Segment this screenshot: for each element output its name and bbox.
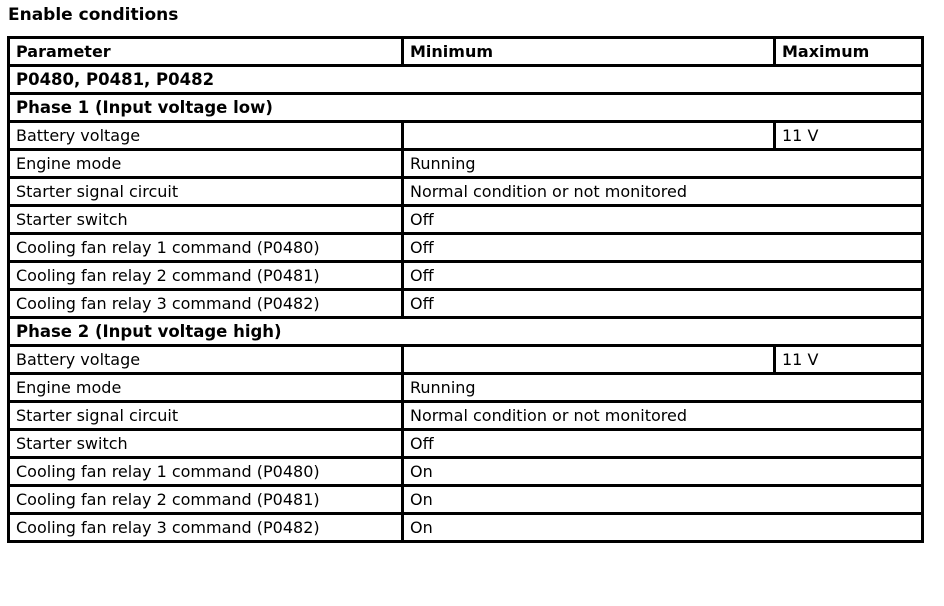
enable-conditions-table xyxy=(7,36,924,543)
table-row xyxy=(9,206,923,234)
parameter-cell: Starter switch xyxy=(9,206,403,234)
dtc-group-row xyxy=(9,66,923,94)
table-row xyxy=(9,430,923,458)
table-row xyxy=(9,458,923,486)
minimum-cell: On xyxy=(403,514,923,542)
header-row xyxy=(9,38,923,66)
parameter-cell: Starter signal circuit xyxy=(9,178,403,206)
minimum-cell xyxy=(403,346,775,374)
phase-title: Phase 1 (Input voltage low) xyxy=(9,94,923,122)
table-row xyxy=(9,514,923,542)
table-row xyxy=(9,178,923,206)
minimum-cell: Running xyxy=(403,150,923,178)
minimum-cell: On xyxy=(403,486,923,514)
minimum-cell: Running xyxy=(403,374,923,402)
table-row xyxy=(9,290,923,318)
header-minimum: Minimum xyxy=(403,38,775,66)
minimum-cell: Normal condition or not monitored xyxy=(403,402,923,430)
minimum-cell: Normal condition or not monitored xyxy=(403,178,923,206)
parameter-cell: Cooling fan relay 1 command (P0480) xyxy=(9,234,403,262)
minimum-cell: On xyxy=(403,458,923,486)
dtc-group-label: P0480, P0481, P0482 xyxy=(9,66,923,94)
minimum-cell xyxy=(403,122,775,150)
header-maximum: Maximum xyxy=(775,38,923,66)
table-row xyxy=(9,150,923,178)
minimum-cell: Off xyxy=(403,290,923,318)
parameter-cell: Cooling fan relay 3 command (P0482) xyxy=(9,514,403,542)
table-row xyxy=(9,402,923,430)
parameter-cell: Engine mode xyxy=(9,150,403,178)
table-row xyxy=(9,346,923,374)
minimum-cell: Off xyxy=(403,206,923,234)
parameter-cell: Cooling fan relay 3 command (P0482) xyxy=(9,290,403,318)
parameter-cell: Cooling fan relay 2 command (P0481) xyxy=(9,262,403,290)
parameter-cell: Engine mode xyxy=(9,374,403,402)
page-title: Enable conditions xyxy=(8,5,179,25)
maximum-cell: 11 V xyxy=(775,346,923,374)
parameter-cell: Cooling fan relay 1 command (P0480) xyxy=(9,458,403,486)
phase-row xyxy=(9,94,923,122)
table-row xyxy=(9,262,923,290)
table-row xyxy=(9,374,923,402)
table-row xyxy=(9,486,923,514)
minimum-cell: Off xyxy=(403,262,923,290)
table-row xyxy=(9,122,923,150)
parameter-cell: Starter signal circuit xyxy=(9,402,403,430)
table-row xyxy=(9,234,923,262)
header-parameter: Parameter xyxy=(9,38,403,66)
maximum-cell: 11 V xyxy=(775,122,923,150)
minimum-cell: Off xyxy=(403,430,923,458)
parameter-cell: Starter switch xyxy=(9,430,403,458)
minimum-cell: Off xyxy=(403,234,923,262)
phase-title: Phase 2 (Input voltage high) xyxy=(9,318,923,346)
parameter-cell: Battery voltage xyxy=(9,122,403,150)
parameter-cell: Cooling fan relay 2 command (P0481) xyxy=(9,486,403,514)
parameter-cell: Battery voltage xyxy=(9,346,403,374)
phase-row xyxy=(9,318,923,346)
